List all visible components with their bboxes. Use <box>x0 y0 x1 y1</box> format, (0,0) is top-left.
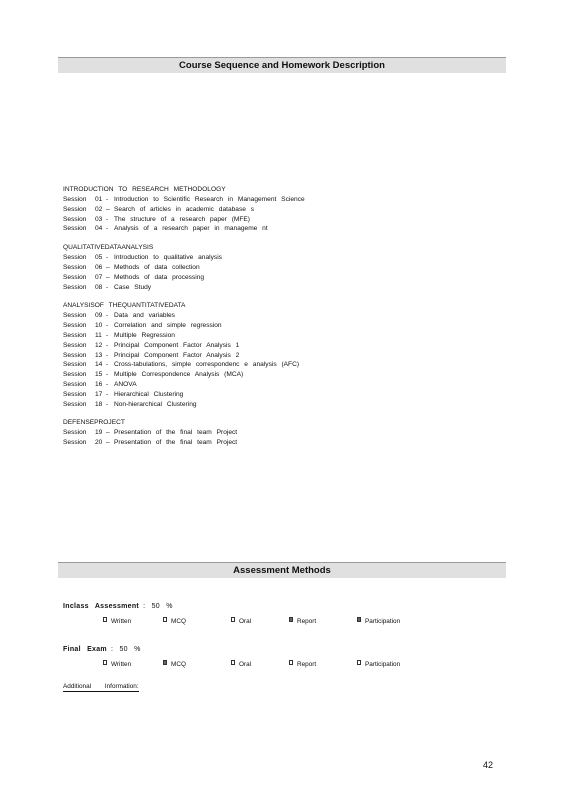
session-label: Session <box>63 371 87 379</box>
session-dash: - <box>106 312 109 320</box>
session-description: Introduction to Scientific Research in Management Science <box>114 196 305 203</box>
option-label: Oral <box>239 661 252 668</box>
session-description: Principal Component Factor Analysis 1 <box>114 341 240 349</box>
session-label: Session <box>63 439 87 447</box>
session-description: Presentation of the final team Project <box>114 439 238 447</box>
option-label: Report <box>297 618 317 625</box>
checkbox-icon[interactable] <box>289 617 293 622</box>
session-row <box>63 380 493 390</box>
final-options <box>63 661 503 673</box>
session-label: Session <box>63 322 87 330</box>
session-description: Hierarchical Clustering <box>114 390 184 398</box>
session-description: Multiple Correspondence Analysis (MCA) <box>114 371 244 379</box>
session-dash: - <box>106 390 109 398</box>
session-number: 19 <box>95 429 103 437</box>
session-row <box>63 428 493 438</box>
checkbox-icon[interactable] <box>357 617 361 622</box>
inclass-percentage: : 50 % <box>143 603 173 610</box>
session-description: The structure of a research paper (MFE) <box>114 215 250 223</box>
session-dash: - <box>106 196 109 203</box>
session-row <box>63 273 493 283</box>
final-option-written[interactable] <box>103 661 131 668</box>
section-title: ANALYSISOF THEQUANTITATIVEDATA <box>63 302 186 310</box>
checkbox-icon[interactable] <box>163 617 167 622</box>
session-row <box>63 331 493 341</box>
session-row <box>63 390 493 400</box>
session-number: 03 <box>95 215 103 223</box>
session-dash: - <box>106 331 109 339</box>
session-row <box>63 253 493 263</box>
checkbox-icon[interactable] <box>103 660 107 665</box>
session-label: Session <box>63 196 87 203</box>
section-defense <box>63 418 493 448</box>
inclass-title-line <box>63 602 503 612</box>
session-dash: - <box>106 225 109 233</box>
session-description: Methods of data processing <box>114 273 205 281</box>
course-sequence-header: Course Sequence and Homework Description <box>58 57 506 73</box>
option-label: Oral <box>239 618 252 625</box>
session-row <box>63 341 493 351</box>
session-number: 02 <box>95 205 103 213</box>
session-number: 16 <box>95 380 103 388</box>
session-number: 15 <box>95 371 103 379</box>
session-row <box>63 438 493 448</box>
page-number: 42 <box>483 760 494 770</box>
session-number: 09 <box>95 312 103 320</box>
session-description: ANOVA <box>114 380 137 388</box>
session-description: Analysis of a research paper in manageme nt <box>114 225 268 233</box>
session-dash: – <box>106 429 110 437</box>
option-label: Written <box>111 661 132 668</box>
session-dash: - <box>106 351 109 359</box>
session-number: 14 <box>95 361 103 369</box>
session-row <box>63 205 493 215</box>
session-row <box>63 263 493 273</box>
session-dash: – <box>106 205 110 213</box>
final-percentage: : 50 % <box>110 646 141 653</box>
inclass-option-mcq[interactable] <box>163 618 186 625</box>
session-dash: – <box>106 439 110 447</box>
session-label: Session <box>63 263 87 271</box>
session-dash: – <box>106 263 110 271</box>
session-number: 07 <box>95 273 103 281</box>
session-description: Correlation and simple regression <box>114 322 222 330</box>
session-dash: - <box>106 322 109 330</box>
final-option-mcq[interactable] <box>163 661 186 668</box>
session-dash: - <box>106 380 109 388</box>
session-label: Session <box>63 390 87 398</box>
session-description: Multiple Regression <box>114 331 175 339</box>
session-row <box>63 311 493 321</box>
session-number: 13 <box>95 351 103 359</box>
session-description: Non-hierarchical Clustering <box>114 400 197 408</box>
option-label: Written <box>111 618 132 625</box>
session-label: Session <box>63 205 87 213</box>
session-description: Search of articles in academic database s <box>114 205 255 213</box>
additional-information-label: Additional Information: <box>63 683 139 690</box>
session-row <box>63 370 493 380</box>
assessment-methods-header: Assessment Methods <box>58 562 506 578</box>
inclass-option-written[interactable] <box>103 618 131 625</box>
inclass-options <box>63 618 503 630</box>
session-number: 01 <box>95 196 103 203</box>
final-option-oral[interactable] <box>231 661 251 668</box>
session-row <box>63 360 493 370</box>
session-label: Session <box>63 215 87 223</box>
session-label: Session <box>63 312 87 320</box>
session-label: Session <box>63 283 87 291</box>
final-option-participation[interactable] <box>357 661 400 668</box>
checkbox-icon[interactable] <box>103 617 107 622</box>
session-number: 17 <box>95 390 103 398</box>
session-dash: - <box>106 361 109 369</box>
checkbox-icon[interactable] <box>163 660 167 665</box>
session-number: 08 <box>95 283 103 291</box>
session-row <box>63 224 493 234</box>
session-label: Session <box>63 361 87 369</box>
section-title: QUALITATIVEDATAANALYSIS <box>63 244 154 252</box>
session-label: Session <box>63 254 87 262</box>
session-dash: - <box>106 400 109 408</box>
session-dash: - <box>106 283 109 291</box>
session-row <box>63 400 493 410</box>
session-number: 12 <box>95 341 103 349</box>
course-sessions <box>63 185 493 457</box>
session-number: 18 <box>95 400 103 408</box>
session-number: 11 <box>95 331 102 339</box>
session-description: Data and variables <box>114 312 175 320</box>
session-number: 04 <box>95 225 103 233</box>
checkbox-icon[interactable] <box>357 660 361 665</box>
session-label: Session <box>63 225 87 233</box>
session-description: Presentation of the final team Project <box>114 429 238 437</box>
session-dash: - <box>106 254 109 262</box>
session-dash: – <box>106 273 110 281</box>
section-title: DEFENSEPROJECT <box>63 419 125 427</box>
session-label: Session <box>63 400 87 408</box>
inclass-assessment <box>63 602 503 630</box>
final-title-line <box>63 645 503 655</box>
session-label: Session <box>63 273 87 281</box>
session-label: Session <box>63 351 87 359</box>
session-label: Session <box>63 429 87 437</box>
session-number: 05 <box>95 254 103 262</box>
session-description: Case Study <box>114 283 152 291</box>
session-label: Session <box>63 341 87 349</box>
section-qualitative <box>63 243 493 292</box>
final-title: Final Exam <box>63 646 107 653</box>
option-label: Participation <box>365 618 401 625</box>
session-label: Session <box>63 331 87 339</box>
final-option-report[interactable] <box>289 661 316 668</box>
session-description: Cross-tabulations, simple correspondenc e analysis (AFC) <box>114 361 300 369</box>
session-description: Principal Component Factor Analysis 2 <box>114 351 240 359</box>
session-description: Introduction to qualitative analysis <box>114 254 222 262</box>
session-dash: - <box>106 371 109 379</box>
inclass-option-report[interactable] <box>289 618 316 625</box>
session-row <box>63 195 493 205</box>
option-label: Participation <box>365 661 401 668</box>
option-label: MCQ <box>171 661 186 668</box>
final-exam <box>63 645 503 673</box>
checkbox-icon[interactable] <box>289 660 293 665</box>
session-dash: - <box>106 215 109 223</box>
session-label: Session <box>63 380 87 388</box>
session-number: 10 <box>95 322 103 330</box>
session-row <box>63 351 493 361</box>
session-description: Methods of data collection <box>114 263 200 271</box>
session-number: 20 <box>95 439 103 447</box>
inclass-option-participation[interactable] <box>357 618 400 625</box>
session-number: 06 <box>95 263 103 271</box>
checkbox-icon[interactable] <box>231 617 235 622</box>
checkbox-icon[interactable] <box>231 660 235 665</box>
section-title: INTRODUCTION TO RESEARCH METHODOLOGY <box>63 186 226 193</box>
session-row <box>63 283 493 293</box>
session-row <box>63 321 493 331</box>
inclass-option-oral[interactable] <box>231 618 251 625</box>
option-label: Report <box>297 661 317 668</box>
section-introduction <box>63 185 493 234</box>
session-dash: - <box>106 341 109 349</box>
inclass-title: Inclass Assessment <box>63 603 140 610</box>
section-quantitative <box>63 301 493 409</box>
option-label: MCQ <box>171 618 186 625</box>
session-row <box>63 215 493 225</box>
